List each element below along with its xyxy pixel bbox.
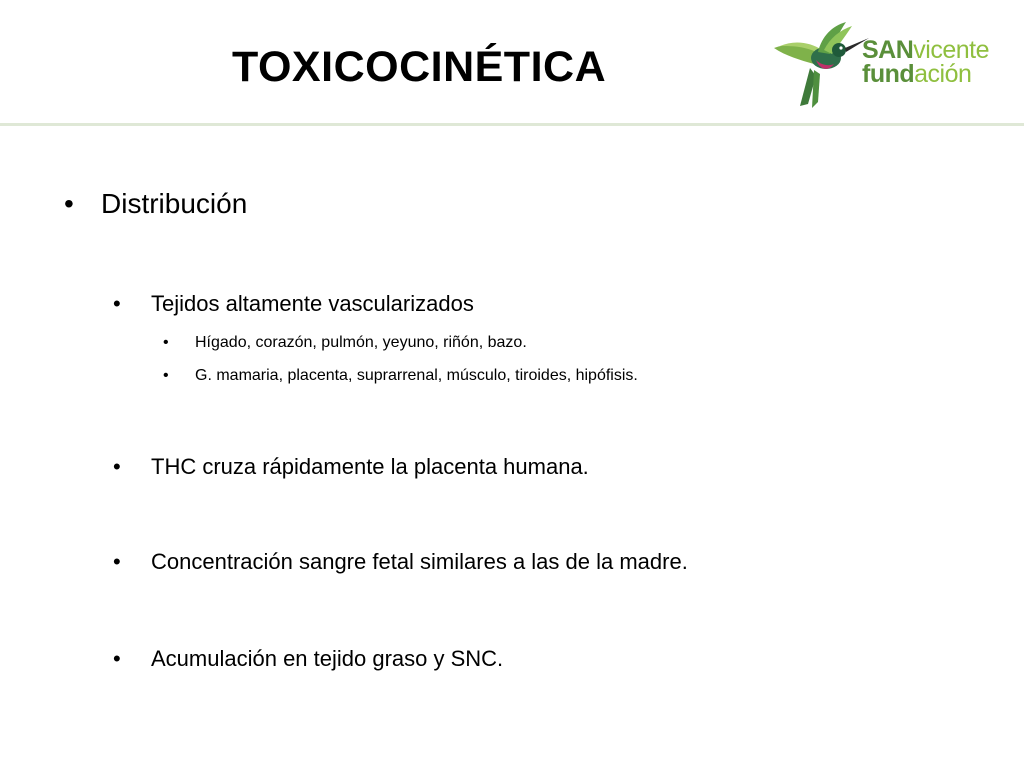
bullet-text: G. mamaria, placenta, suprarrenal, músculo, tiroides, hipófisis. <box>195 367 638 384</box>
logo-text-fund: fund <box>862 60 915 88</box>
bullet-text: Acumulación en tejido graso y SNC. <box>151 646 504 671</box>
bullet-text: THC cruza rápidamente la placenta humana. <box>151 454 589 479</box>
bullet-icon: • <box>163 367 169 384</box>
bullet-icon: • <box>113 291 121 316</box>
bullet-icon: • <box>113 646 121 671</box>
bullet-text: Tejidos altamente vascularizados <box>151 291 474 316</box>
slide-title: TOXICOCINÉTICA <box>232 43 607 91</box>
bullet-icon: • <box>113 549 121 574</box>
bullet-icon: • <box>163 334 169 351</box>
bullet-icon: • <box>113 454 121 479</box>
bullet-icon: • <box>64 188 74 219</box>
bullet-text: Hígado, corazón, pulmón, yeyuno, riñón, bazo. <box>195 334 527 351</box>
hummingbird-icon <box>770 16 870 112</box>
bullet-text: Distribución <box>101 188 248 219</box>
bullet-text: Concentración sangre fetal similares a las de la madre. <box>151 549 688 574</box>
header-divider <box>0 123 1024 126</box>
logo-text-vicente: vicente <box>913 36 990 64</box>
san-vicente-fundacion-logo <box>770 16 1000 112</box>
logo-text-acion: ación <box>914 60 972 88</box>
logo-wordmark <box>862 38 989 86</box>
logo-text-san: SAN <box>862 36 914 64</box>
